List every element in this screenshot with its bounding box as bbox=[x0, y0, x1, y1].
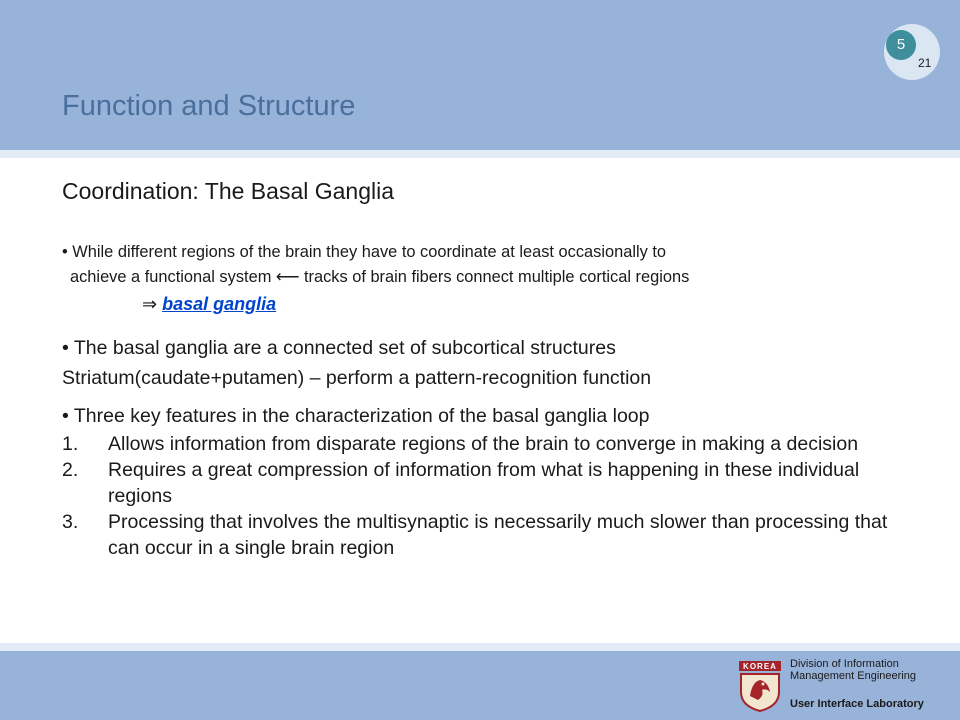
list-item bbox=[62, 431, 922, 457]
list-item bbox=[62, 457, 922, 509]
paragraph-coordination bbox=[62, 240, 922, 316]
paragraph-line: achieve a functional system ⟵ tracks of brain fibers connect multiple cortical regions bbox=[70, 268, 690, 286]
slide-title: Function and Structure bbox=[62, 90, 356, 122]
paragraph-line: • The basal ganglia are a connected set of subcortical structures bbox=[62, 337, 616, 359]
list-text: Allows information from disparate regions of the brain to converge in making a decision bbox=[108, 433, 859, 455]
university-crest-icon bbox=[738, 660, 782, 712]
slide-subtitle: Coordination: The Basal Ganglia bbox=[62, 178, 395, 204]
paragraph-line: • While different regions of the brain they have to coordinate at least occasionally to bbox=[62, 243, 667, 261]
list-text: Processing that involves the multisynaptic is necessarily much slower than processing that can occur in a single brain region bbox=[108, 511, 888, 559]
page-number-badge: 5 bbox=[886, 30, 916, 60]
feature-list bbox=[62, 431, 922, 561]
lab-label: User Interface Laboratory bbox=[790, 698, 924, 710]
svg-text:KOREA: KOREA bbox=[743, 662, 777, 671]
paragraph-features bbox=[62, 403, 922, 561]
paragraph-line: • Three key features in the characterization of the basal ganglia loop bbox=[62, 405, 650, 427]
footer-stripe bbox=[0, 643, 960, 651]
header-stripe bbox=[0, 150, 960, 158]
division-line: Management Engineering bbox=[790, 670, 916, 682]
paragraph-structures bbox=[62, 333, 922, 393]
list-number: 1. bbox=[62, 433, 79, 455]
implies-arrow: ⇒ bbox=[142, 294, 163, 314]
list-number: 3. bbox=[62, 511, 79, 533]
division-label bbox=[790, 658, 916, 682]
list-number: 2. bbox=[62, 459, 79, 481]
paragraph-line: Striatum(caudate+putamen) – perform a pattern-recognition function bbox=[62, 367, 652, 389]
header-band bbox=[0, 0, 960, 150]
division-line: Division of Information bbox=[790, 658, 899, 670]
page-total: 21 bbox=[918, 56, 932, 70]
implication-line bbox=[62, 292, 922, 316]
basal-ganglia-link[interactable]: basal ganglia bbox=[162, 294, 277, 314]
list-text: Requires a great compression of information from what is happening in these individual regions bbox=[108, 459, 860, 507]
list-item bbox=[62, 509, 922, 561]
